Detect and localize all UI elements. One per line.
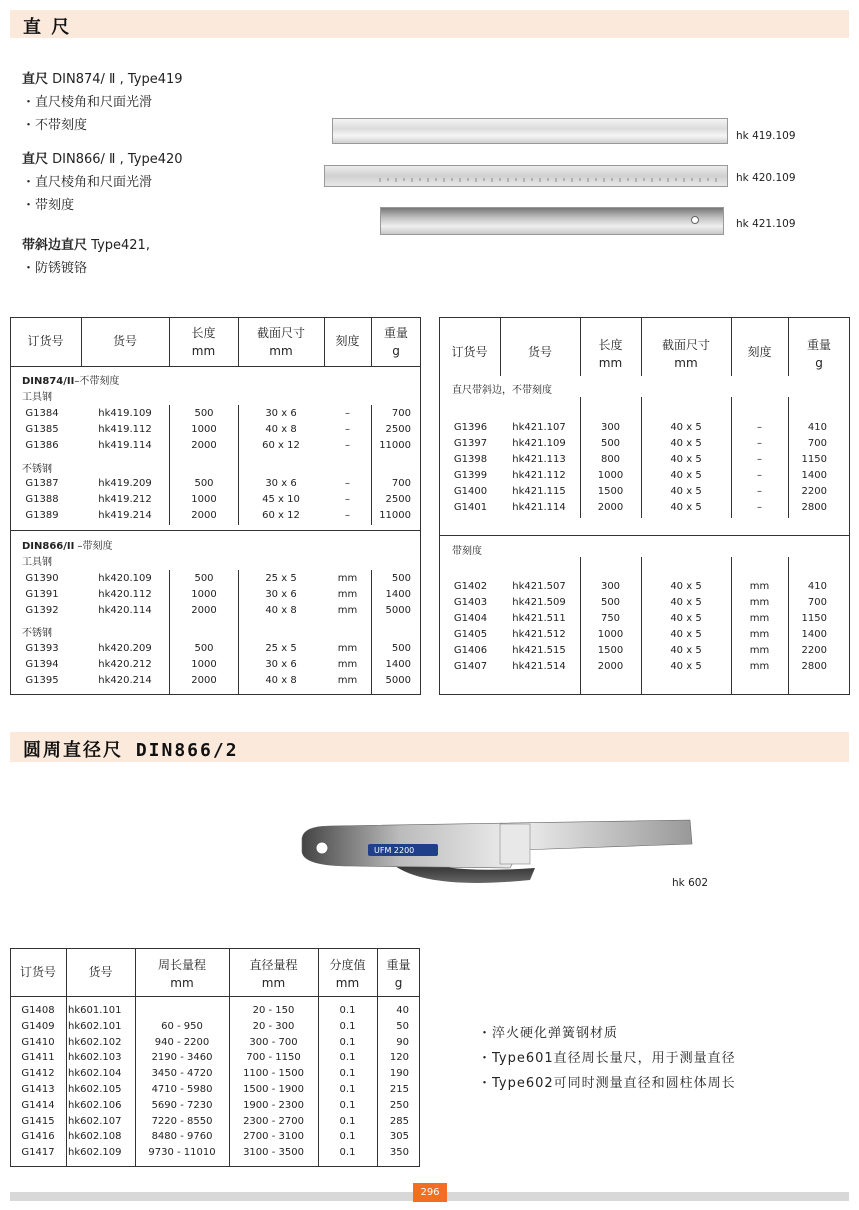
cell-length: 750 [600,613,621,624]
cell-weight: 5000 [385,605,411,616]
cell-order-no: G1395 [25,675,59,686]
section-header-straight-ruler [10,10,849,38]
col-circumference: 周长量程 mm [157,958,206,990]
cell-section: 30 x 6 [265,478,297,489]
col-diameter: 直径量程 mm [249,958,298,990]
col-order-no: 订货号 [27,334,64,348]
cell-scale: mm [337,659,358,670]
cell-item-no: hk602.106 [68,1099,122,1111]
col-section: 截面尺寸 mm [256,326,305,358]
cell-item-no: hk602.103 [68,1052,122,1064]
cell-scale: mm [337,589,358,600]
cell-item-no: hk419.109 [98,408,152,419]
cell-length: 500 [600,438,621,449]
cell-section: 40 x 5 [670,581,702,592]
cell-weight: 1150 [801,454,827,465]
cell-weight: 700 [807,438,827,449]
cell-order-no: G1415 [21,1115,55,1127]
cell-order-no: G1394 [25,659,59,670]
cell-division: 0.1 [339,1036,356,1048]
cell-length: 500 [194,408,214,419]
cell-diameter: 1100 - 1500 [243,1068,304,1080]
cell-section: 30 x 6 [265,589,297,600]
cell-circumference: 8480 - 9760 [151,1131,213,1143]
cell-weight: 90 [396,1036,409,1048]
cell-diameter: 2700 - 3100 [243,1131,304,1143]
cell-item-no: hk420.112 [98,589,152,600]
cell-section: 25 x 5 [265,573,297,584]
cell-order-no: G1392 [25,605,59,616]
cell-order-no: G1398 [453,454,488,465]
cell-weight: 500 [391,643,411,654]
cell-length: 2000 [191,510,217,521]
ruler-420-image [324,165,728,187]
cell-section: 25 x 5 [265,643,297,654]
cell-section: 40 x 5 [670,438,702,449]
cell-item-no: hk602.102 [68,1036,122,1048]
cell-section: 45 x 10 [262,494,300,505]
cell-section: 40 x 5 [670,661,702,672]
cell-order-no: G1385 [25,424,59,435]
page-number: 296 [413,1183,447,1202]
cell-diameter: 20 - 300 [252,1020,295,1032]
intro-type420 [22,148,183,217]
cell-item-no: hk602.104 [68,1068,122,1080]
cell-order-no: G1399 [453,470,488,481]
cell-scale: mm [337,573,358,584]
cell-circumference: 2190 - 3460 [151,1052,213,1064]
cell-item-no: hk419.212 [98,494,152,505]
cell-weight: 700 [391,478,411,489]
feature-1: ・淬火硬化弹簧钢材质 [478,1026,619,1041]
type420-bullet-2: ・带刻度 [22,198,75,213]
cell-section: 40 x 8 [265,605,297,616]
cell-circumference: 9730 - 11010 [148,1147,216,1159]
cell-scale: mm [749,613,770,624]
cell-weight: 1150 [801,613,827,624]
cell-weight: 50 [396,1020,409,1032]
intro-type419 [22,68,183,137]
cell-order-no: G1410 [21,1036,55,1048]
cell-section: 40 x 5 [670,502,702,513]
col-section-r: 截面尺寸 mm [661,338,710,370]
tape-code: hk 602 [672,877,709,889]
cell-section: 30 x 6 [265,659,297,670]
group-stainless-1: 不锈钢 [22,464,52,475]
cell-scale: mm [749,645,770,656]
cell-order-no: G1393 [25,643,59,654]
cell-length: 1000 [191,589,217,600]
cell-order-no: G1412 [21,1068,55,1080]
cell-division: 0.1 [339,1131,356,1143]
cell-length: 1000 [597,629,624,640]
cell-circumference: 7220 - 8550 [151,1115,213,1127]
cell-weight: 305 [389,1131,409,1143]
cell-item-no: hk421.109 [512,438,566,449]
group-tool-steel-2: 工具钢 [22,557,52,568]
group-tool-steel-1: 工具钢 [22,392,52,403]
cell-division: 0.1 [339,1099,356,1111]
cell-weight: 250 [389,1099,409,1111]
cell-weight: 1400 [801,629,827,640]
cell-length: 2000 [191,675,217,686]
cell-diameter: 3100 - 3500 [243,1147,304,1159]
cell-weight: 410 [807,581,827,592]
cell-item-no: hk421.113 [512,454,566,465]
ruler-419-image [332,118,728,144]
cell-length: 300 [600,422,621,433]
ruler-421-code: hk 421.109 [736,218,796,230]
cell-order-no: G1404 [453,613,488,624]
cell-length: 1000 [191,494,217,505]
cell-scale: – [757,438,762,449]
cell-weight: 2800 [801,661,827,672]
cell-circumference: 3450 - 4720 [151,1068,213,1080]
cell-length: 2000 [597,661,624,672]
cell-weight: 2200 [801,486,827,497]
cell-order-no: G1407 [453,661,488,672]
cell-order-no: G1413 [21,1084,55,1095]
cell-scale: – [757,422,762,433]
section-title: 直 尺 [23,17,72,38]
col-weight-r: 重量 g [806,338,831,370]
feature-2: ・Type601直径周长量尺，用于测量直径 [478,1051,736,1066]
col-scale: 刻度 [335,334,360,348]
cell-length: 800 [600,454,621,465]
cell-weight: 500 [391,573,411,584]
cell-item-no: hk421.512 [512,629,566,640]
col-order-no-r: 订货号 [451,345,488,359]
cell-division: 0.1 [339,1020,356,1032]
cell-circumference: 5690 - 7230 [151,1099,213,1111]
cell-item-no: hk421.107 [512,422,566,433]
cell-scale: – [757,502,762,513]
cell-section: 40 x 5 [670,470,702,481]
cell-weight: 700 [391,408,411,419]
type419-bullet-1: ・直尺棱角和尺面光滑 [22,95,153,110]
cell-item-no: hk420.114 [98,605,152,616]
cell-weight: 700 [807,597,827,608]
cell-section: 40 x 5 [670,486,702,497]
cell-section: 40 x 5 [670,629,702,640]
cell-item-no: hk602.105 [68,1084,122,1095]
type420-bullet-1: ・直尺棱角和尺面光滑 [22,175,153,190]
circumference-tape-image [290,808,700,890]
ruler-420-scale-ticks [325,166,727,186]
cell-item-no: hk421.511 [512,613,566,624]
cell-division: 0.1 [339,1068,356,1080]
cell-scale: – [757,454,762,465]
cell-length: 1500 [597,486,624,497]
intro-type421 [22,234,150,280]
cell-division: 0.1 [339,1005,356,1016]
cell-order-no: G1389 [25,510,59,521]
cell-item-no: hk602.107 [68,1115,122,1127]
left-table-header-rule [10,366,421,367]
cell-order-no: G1403 [453,597,488,608]
cell-scale: – [345,478,350,489]
type421-bullet-1: ・防锈镀铬 [22,261,88,276]
cell-weight: 1400 [385,589,411,600]
cell-weight: 11000 [379,440,411,451]
type421-title: 带斜边直尺 Type421, [22,238,150,253]
col-division: 分度值 mm [329,958,366,990]
cell-section: 40 x 8 [265,424,297,435]
cell-item-no: hk602.101 [68,1020,122,1032]
cell-item-no: hk420.212 [98,659,152,670]
cell-weight: 5000 [385,675,411,686]
cell-scale: mm [749,597,770,608]
group-din866-title: DIN866/II –带刻度 [22,541,113,552]
col-weight-b: 重量 g [386,958,411,990]
cell-weight: 2500 [385,424,411,435]
cell-section: 40 x 5 [670,454,702,465]
col-length-r: 长度 mm [598,338,623,370]
cell-circumference: 4710 - 5980 [151,1084,213,1095]
cell-item-no: hk419.209 [98,478,152,489]
col-item-no-r: 货号 [527,345,552,359]
cell-item-no: hk420.209 [98,643,152,654]
right-table-group-rule [439,535,850,536]
cell-circumference: 60 - 950 [161,1020,203,1032]
cell-scale: mm [749,629,770,640]
cell-scale: – [345,510,350,521]
cell-order-no: G1417 [21,1147,55,1159]
cell-weight: 11000 [379,510,411,521]
cell-item-no: hk421.507 [512,581,566,592]
cell-order-no: G1400 [453,486,488,497]
cell-circumference: 940 - 2200 [154,1036,210,1048]
cell-order-no: G1409 [21,1020,55,1032]
cell-section: 40 x 5 [670,422,702,433]
cell-scale: – [757,486,762,497]
svg-text:UFM 2200: UFM 2200 [374,846,415,855]
cell-length: 500 [194,643,214,654]
cell-order-no: G1384 [25,408,59,419]
cell-order-no: G1386 [25,440,59,451]
cell-weight: 285 [389,1115,409,1127]
cell-order-no: G1397 [453,438,488,449]
cell-section: 30 x 6 [265,408,297,419]
cell-item-no: hk602.109 [68,1147,122,1159]
cell-division: 0.1 [339,1052,356,1064]
cell-section: 40 x 5 [670,645,702,656]
group-bevel-no-scale: 直尺带斜边，不带刻度 [452,385,552,396]
type419-bullet-2: ・不带刻度 [22,118,88,133]
cell-weight: 2800 [801,502,827,513]
cell-item-no: hk421.514 [512,661,566,672]
cell-item-no: hk421.509 [512,597,566,608]
cell-weight: 190 [389,1068,409,1080]
cell-scale: – [345,408,350,419]
cell-division: 0.1 [339,1147,356,1159]
cell-division: 0.1 [339,1084,356,1095]
cell-scale: – [757,470,762,481]
cell-scale: mm [749,661,770,672]
cell-length: 500 [194,573,214,584]
cell-weight: 1400 [801,470,827,481]
cell-length: 1000 [191,659,217,670]
col-weight: 重量 g [383,326,408,358]
cell-order-no: G1406 [453,645,488,656]
cell-section: 40 x 8 [265,675,297,686]
cell-weight: 1400 [385,659,411,670]
cell-item-no: hk602.108 [68,1131,122,1143]
col-order-no-b: 订货号 [19,965,56,979]
cell-weight: 215 [389,1084,409,1095]
group-with-scale: 带刻度 [452,546,482,557]
cell-section: 60 x 12 [262,510,300,521]
cell-scale: mm [749,581,770,592]
cell-length: 2000 [191,605,217,616]
cell-section: 40 x 5 [670,613,702,624]
cell-scale: mm [337,675,358,686]
cell-item-no: hk421.115 [512,486,566,497]
left-table-group-rule [10,530,421,531]
cell-length: 500 [194,478,214,489]
cell-order-no: G1416 [21,1131,55,1143]
cell-section: 40 x 5 [670,597,702,608]
ruler-420-code: hk 420.109 [736,172,796,184]
cell-scale: – [345,424,350,435]
group-din874-title: DIN874/II–不带刻度 [22,376,120,387]
col-length: 长度 mm [191,326,216,358]
cell-order-no: G1388 [25,494,59,505]
cell-scale: mm [337,605,358,616]
cell-length: 2000 [191,440,217,451]
cell-item-no: hk420.109 [98,573,152,584]
cell-order-no: G1396 [453,422,488,433]
cell-order-no: G1387 [25,478,59,489]
ruler-419-code: hk 419.109 [736,130,796,142]
cell-length: 500 [600,597,621,608]
cell-item-no: hk419.112 [98,424,152,435]
cell-section: 60 x 12 [262,440,300,451]
cell-diameter: 1500 - 1900 [243,1084,304,1095]
cell-length: 1000 [191,424,217,435]
section-header-circumference-ruler [10,732,849,762]
type419-title: 直尺 DIN874/ Ⅱ , Type419 [22,72,183,87]
cell-order-no: G1390 [25,573,59,584]
cell-scale: – [345,440,350,451]
section-title-2: 圆周直径尺 DIN866/2 [23,740,239,761]
cell-diameter: 700 - 1150 [246,1052,301,1064]
cell-order-no: G1402 [453,581,488,592]
cell-order-no: G1401 [453,502,488,513]
cell-order-no: G1405 [453,629,488,640]
cell-item-no: hk420.214 [98,675,152,686]
cell-length: 300 [600,581,621,592]
ruler-421-image [380,207,724,235]
feature-3: ・Type602可同时测量直径和圆柱体周长 [478,1076,736,1091]
group-stainless-2: 不锈钢 [22,628,52,639]
cell-diameter: 20 - 150 [252,1005,295,1016]
cell-order-no: G1414 [21,1099,55,1111]
cell-weight: 2500 [385,494,411,505]
cell-item-no: hk421.515 [512,645,566,656]
cell-division: 0.1 [339,1115,356,1127]
cell-item-no: hk419.114 [98,440,152,451]
cell-weight: 120 [389,1052,409,1064]
cell-order-no: G1411 [21,1052,55,1064]
type420-title: 直尺 DIN866/ Ⅱ , Type420 [22,152,183,167]
col-item-no: 货号 [112,334,137,348]
cell-weight: 40 [396,1005,409,1016]
cell-weight: 410 [807,422,827,433]
cell-diameter: 2300 - 2700 [243,1115,304,1127]
cell-scale: – [345,494,350,505]
cell-order-no: G1391 [25,589,59,600]
cell-item-no: hk601.101 [68,1005,122,1016]
feature-list [478,1021,736,1096]
cell-diameter: 300 - 700 [249,1036,298,1048]
hang-hole-icon [691,216,699,224]
cell-weight: 350 [389,1147,409,1159]
col-scale-r: 刻度 [747,345,772,359]
col-item-no-b: 货号 [88,965,113,979]
cell-length: 1000 [597,470,624,481]
cell-item-no: hk421.114 [512,502,566,513]
cell-item-no: hk421.112 [512,470,566,481]
cell-length: 1500 [597,645,624,656]
cell-weight: 2200 [801,645,827,656]
cell-item-no: hk419.214 [98,510,152,521]
cell-length: 2000 [597,502,624,513]
cell-scale: mm [337,643,358,654]
cell-diameter: 1900 - 2300 [243,1099,304,1111]
cell-order-no: G1408 [21,1005,55,1016]
